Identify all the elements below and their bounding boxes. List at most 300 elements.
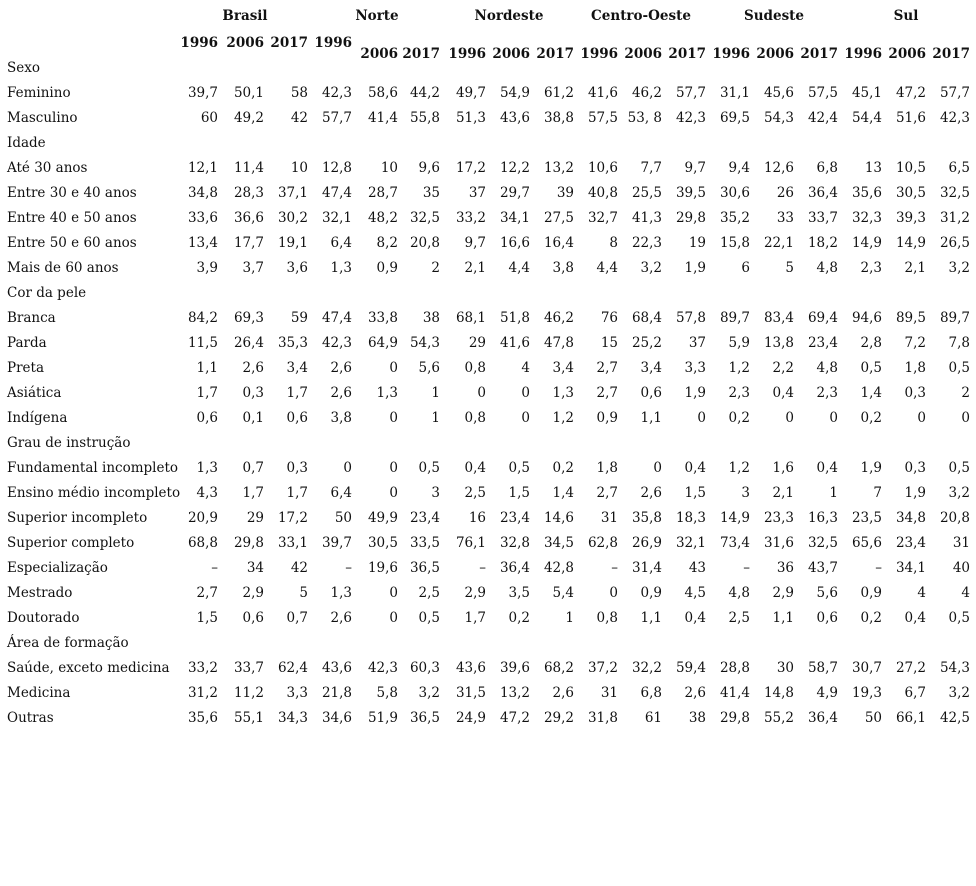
table-cell: 6,4 [330, 235, 352, 251]
table-cell: 1,9 [684, 260, 706, 276]
table-cell: 65,6 [851, 535, 882, 551]
table-cell: 7,7 [640, 160, 662, 176]
table-cell: 33 [776, 210, 794, 226]
table-cell: 3,3 [684, 360, 706, 376]
table-cell: 89,7 [719, 310, 750, 326]
table-cell: 1,6 [772, 460, 794, 476]
table-cell: 12,1 [187, 160, 218, 176]
table-cell: 4,8 [816, 260, 838, 276]
table-cell: 39,7 [321, 535, 352, 551]
table-cell: 29,8 [719, 710, 750, 726]
table-cell: 34,8 [895, 510, 926, 526]
table-cell: 5,4 [552, 585, 574, 601]
table-cell: 13,2 [499, 685, 530, 701]
table-cell: 2,7 [196, 585, 218, 601]
table-cell: 0,1 [242, 410, 264, 426]
table-cell: 29,8 [675, 210, 706, 226]
table-cell: 2,2 [772, 360, 794, 376]
year-header: 2017 [668, 46, 706, 62]
table-cell: 0,5 [508, 460, 530, 476]
table-cell: 0 [609, 585, 618, 601]
year-header: 2017 [932, 46, 970, 62]
year-header: 2006 [624, 46, 662, 62]
table-cell: 34,5 [543, 535, 574, 551]
table-cell: 26,9 [631, 535, 662, 551]
table-cell: 61 [644, 710, 662, 726]
table-cell: 32,2 [631, 660, 662, 676]
row-label: Especialização [7, 560, 108, 576]
table-cell: 24,9 [455, 710, 486, 726]
row-label: Mais de 60 anos [7, 260, 119, 276]
table-cell: 26 [776, 185, 794, 201]
year-header: 2017 [800, 46, 838, 62]
table-cell: 0,4 [684, 460, 706, 476]
table-cell: 1,3 [552, 385, 574, 401]
table-cell: 4,8 [728, 585, 750, 601]
table-cell: 4,9 [816, 685, 838, 701]
section-label: Grau de instrução [7, 435, 131, 451]
section-label: Sexo [7, 60, 40, 76]
table-cell: 33,1 [277, 535, 308, 551]
table-cell: 13,2 [543, 160, 574, 176]
table-cell: 32,5 [807, 535, 838, 551]
table-cell: 4,4 [508, 260, 530, 276]
table-cell: 1,3 [330, 260, 352, 276]
table-cell: 49,2 [233, 110, 264, 126]
table-cell: 5 [299, 585, 308, 601]
table-cell: 9,7 [684, 160, 706, 176]
table-cell: 1,7 [196, 385, 218, 401]
row-label: Saúde, exceto medicina [7, 660, 170, 676]
table-cell: 33,7 [807, 210, 838, 226]
table-cell: 23,4 [409, 510, 440, 526]
table-cell: 47,2 [895, 85, 926, 101]
table-cell: 68,4 [631, 310, 662, 326]
table-cell: 6,4 [330, 485, 352, 501]
table-cell: 0 [521, 410, 530, 426]
table-cell: 0,6 [242, 610, 264, 626]
table-cell: 76 [600, 310, 618, 326]
table-cell: 6,8 [816, 160, 838, 176]
table-cell: 0 [389, 610, 398, 626]
table-cell: 37 [688, 335, 706, 351]
table-cell: 42,3 [939, 110, 970, 126]
table-cell: 0 [829, 410, 838, 426]
table-cell: 4,8 [816, 360, 838, 376]
table-cell: 14,9 [851, 235, 882, 251]
row-label: Parda [7, 335, 47, 351]
table-cell: 32,5 [939, 185, 970, 201]
table-cell: 1,7 [242, 485, 264, 501]
row-label: Outras [7, 710, 54, 726]
table-cell: 42,5 [939, 710, 970, 726]
table-cell: 3 [741, 485, 750, 501]
table-cell: 0,4 [684, 610, 706, 626]
table-cell: 29,8 [233, 535, 264, 551]
table-cell: 32,1 [321, 210, 352, 226]
table-cell: 4,5 [684, 585, 706, 601]
table-cell: 66,1 [895, 710, 926, 726]
table-cell: 51,8 [499, 310, 530, 326]
table-cell: 0,6 [640, 385, 662, 401]
table-cell: 3,8 [552, 260, 574, 276]
table-cell: 35,6 [187, 710, 218, 726]
table-cell: 0 [389, 460, 398, 476]
table-cell: 1,5 [508, 485, 530, 501]
row-label: Ensino médio incompleto [7, 485, 181, 501]
table-cell: 48,2 [367, 210, 398, 226]
table-cell: 16,3 [807, 510, 838, 526]
row-label: Superior incompleto [7, 510, 148, 526]
table-cell: 1,2 [728, 360, 750, 376]
table-cell: 42 [290, 110, 308, 126]
table-cell: 0 [343, 460, 352, 476]
table-cell: 3,8 [330, 410, 352, 426]
table-cell: 43,6 [455, 660, 486, 676]
table-cell: 31 [952, 535, 970, 551]
table-cell: 35,3 [277, 335, 308, 351]
region-header-norte: Norte [355, 8, 399, 24]
table-cell: 38 [422, 310, 440, 326]
table-cell: 32,7 [587, 210, 618, 226]
table-cell: 0,9 [376, 260, 398, 276]
table-cell: 0,4 [904, 610, 926, 626]
table-cell: 1,4 [860, 385, 882, 401]
section-label: Área de formação [7, 635, 129, 651]
table-cell: 26,4 [233, 335, 264, 351]
region-header-sudeste: Sudeste [743, 8, 805, 24]
table-cell: 44,2 [409, 85, 440, 101]
table-cell: 3,4 [640, 360, 662, 376]
table-cell: 94,6 [851, 310, 882, 326]
table-cell: 42,3 [321, 85, 352, 101]
table-cell: 1 [565, 610, 574, 626]
table-cell: 54,9 [499, 85, 530, 101]
table-cell: 54,4 [851, 110, 882, 126]
table-cell: 14,8 [763, 685, 794, 701]
table-cell: 50 [864, 710, 882, 726]
table-cell: 23,4 [807, 335, 838, 351]
table-cell: 6 [741, 260, 750, 276]
table-cell: 1,2 [728, 460, 750, 476]
table-cell: 2,1 [464, 260, 486, 276]
table-cell: 31,5 [455, 685, 486, 701]
table-cell: 2,8 [860, 335, 882, 351]
table-cell: 14,6 [543, 510, 574, 526]
table-cell: 17,7 [233, 235, 264, 251]
table-cell: 55,8 [409, 110, 440, 126]
table-cell: 0 [521, 385, 530, 401]
row-label: Indígena [7, 410, 68, 426]
table-cell: 1,1 [772, 610, 794, 626]
row-label: Asiática [7, 385, 62, 401]
table-cell: 0,3 [286, 460, 308, 476]
table-cell: 69,5 [719, 110, 750, 126]
table-cell: 0,5 [860, 360, 882, 376]
table-cell: 2,5 [464, 485, 486, 501]
table-cell: 62,4 [277, 660, 308, 676]
table-cell: 12,2 [499, 160, 530, 176]
row-label: Medicina [7, 685, 71, 701]
table-cell: 34 [246, 560, 264, 576]
table-cell: 30,6 [719, 185, 750, 201]
table-cell: 5,9 [728, 335, 750, 351]
table-cell: 34,1 [895, 560, 926, 576]
table-cell: 59 [290, 310, 308, 326]
table-cell: 3 [431, 485, 440, 501]
row-label: Feminino [7, 85, 71, 101]
table-cell: 0,2 [860, 410, 882, 426]
table-cell: 36,5 [409, 560, 440, 576]
table-cell: 33,8 [367, 310, 398, 326]
row-label: Entre 40 e 50 anos [7, 210, 137, 226]
table-cell: 5,6 [418, 360, 440, 376]
table-cell: 0,4 [464, 460, 486, 476]
year-header: 1996 [844, 46, 882, 62]
table-cell: 25,5 [631, 185, 662, 201]
table-cell: 60,3 [409, 660, 440, 676]
table-cell: 19,3 [851, 685, 882, 701]
table-cell: 29,7 [499, 185, 530, 201]
table-cell: 1,3 [376, 385, 398, 401]
table-cell: 30,5 [367, 535, 398, 551]
table-cell: 0,6 [816, 610, 838, 626]
table-cell: 0,6 [286, 410, 308, 426]
table-cell: 11,4 [233, 160, 264, 176]
table-cell: 47,8 [543, 335, 574, 351]
table-cell: – [211, 560, 218, 576]
table-cell: 20,8 [939, 510, 970, 526]
table-cell: 3,4 [552, 360, 574, 376]
table-cell: 64,9 [367, 335, 398, 351]
table-cell: 32,5 [409, 210, 440, 226]
table-cell: 57,7 [939, 85, 970, 101]
table-cell: 50,1 [233, 85, 264, 101]
table-cell: 31,2 [939, 210, 970, 226]
table-cell: 9,7 [464, 235, 486, 251]
table-cell: 2,6 [330, 360, 352, 376]
table-cell: 1,2 [552, 410, 574, 426]
table-cell: 46,2 [543, 310, 574, 326]
table-cell: 27,2 [895, 660, 926, 676]
table-cell: 42,3 [367, 660, 398, 676]
table-cell: 2,3 [860, 260, 882, 276]
table-cell: 76,1 [455, 535, 486, 551]
table-cell: 32,1 [675, 535, 706, 551]
table-cell: 8 [609, 235, 618, 251]
table-cell: 0,9 [596, 410, 618, 426]
table-cell: 0 [389, 410, 398, 426]
table-cell: 0,5 [948, 610, 970, 626]
table-cell: 13 [864, 160, 882, 176]
table-cell: 3,5 [508, 585, 530, 601]
region-header-nordeste: Nordeste [474, 8, 544, 24]
row-label: Entre 30 e 40 anos [7, 185, 137, 201]
table-cell: 31,1 [719, 85, 750, 101]
table-cell: 0,5 [948, 460, 970, 476]
section-label: Cor da pele [7, 285, 87, 301]
table-cell: 31 [600, 685, 618, 701]
table-cell: 1,8 [904, 360, 926, 376]
table-cell: 33,2 [187, 660, 218, 676]
table-cell: 11,5 [187, 335, 218, 351]
year-header: 2006 [226, 35, 264, 51]
table-cell: 37,1 [277, 185, 308, 201]
table-cell: 73,4 [719, 535, 750, 551]
table-cell: 49,7 [455, 85, 486, 101]
table-cell: 1 [431, 410, 440, 426]
row-label: Doutorado [7, 610, 80, 626]
table-cell: 35,2 [719, 210, 750, 226]
table-cell: 31,8 [587, 710, 618, 726]
table-cell: 2,1 [772, 485, 794, 501]
table-cell: 2,6 [330, 385, 352, 401]
table-cell: 2 [961, 385, 970, 401]
table-cell: 0,8 [464, 360, 486, 376]
region-header-brasil: Brasil [222, 8, 268, 24]
table-cell: 30,5 [895, 185, 926, 201]
table-cell: 0 [785, 410, 794, 426]
table-cell: 54,3 [409, 335, 440, 351]
table-cell: 8,2 [376, 235, 398, 251]
table-cell: 1,7 [286, 485, 308, 501]
table-cell: 9,4 [728, 160, 750, 176]
table-cell: 33,6 [187, 210, 218, 226]
table-cell: 38 [688, 710, 706, 726]
table-cell: 31,6 [763, 535, 794, 551]
table-cell: 16,6 [499, 235, 530, 251]
table-cell: 68,1 [455, 310, 486, 326]
table-cell: 21,8 [321, 685, 352, 701]
table-cell: 1,7 [464, 610, 486, 626]
table-cell: 20,9 [187, 510, 218, 526]
table-cell: – [743, 560, 750, 576]
table-cell: 19,1 [277, 235, 308, 251]
table-cell: 1 [431, 385, 440, 401]
table-cell: 43 [688, 560, 706, 576]
table-cell: 33,7 [233, 660, 264, 676]
table-cell: 1,1 [196, 360, 218, 376]
table-cell: 57,7 [321, 110, 352, 126]
table-cell: 22,1 [763, 235, 794, 251]
table-cell: 51,6 [895, 110, 926, 126]
table-cell: 36,6 [233, 210, 264, 226]
table-cell: 0,9 [860, 585, 882, 601]
table-cell: – [875, 560, 882, 576]
table-cell: 1,9 [904, 485, 926, 501]
year-header: 1996 [180, 35, 218, 51]
table-cell: 3,2 [948, 485, 970, 501]
table-cell: 6,5 [948, 160, 970, 176]
table-cell: 3,2 [948, 685, 970, 701]
table-cell: 39,6 [499, 660, 530, 676]
table-cell: 38,8 [543, 110, 574, 126]
row-label: Preta [7, 360, 44, 376]
table-cell: 2,3 [728, 385, 750, 401]
table-cell: 3,2 [948, 260, 970, 276]
table-cell: 36,4 [499, 560, 530, 576]
table-cell: 10,6 [587, 160, 618, 176]
table-cell: 69,3 [233, 310, 264, 326]
table-cell: 0,2 [552, 460, 574, 476]
table-cell: 0,8 [596, 610, 618, 626]
table-cell: 41,6 [499, 335, 530, 351]
table-cell: 0 [477, 385, 486, 401]
table-cell: 5,6 [816, 585, 838, 601]
table-cell: 29 [246, 510, 264, 526]
table-cell: 9,6 [418, 160, 440, 176]
year-header: 2006 [888, 46, 926, 62]
table-cell: 1,1 [640, 410, 662, 426]
table-cell: 2,6 [684, 685, 706, 701]
table-cell: 36 [776, 560, 794, 576]
table-cell: 30 [776, 660, 794, 676]
row-label: Até 30 anos [7, 160, 88, 176]
table-cell: 2,7 [596, 360, 618, 376]
row-label: Mestrado [7, 585, 73, 601]
table-cell: 58,6 [367, 85, 398, 101]
table-cell: 61,2 [543, 85, 574, 101]
table-cell: 0,2 [728, 410, 750, 426]
row-label: Masculino [7, 110, 78, 126]
table-cell: 43,6 [499, 110, 530, 126]
table-cell: 15 [600, 335, 618, 351]
table-cell: 6,7 [904, 685, 926, 701]
table-cell: 42,3 [675, 110, 706, 126]
table-cell: 0 [653, 460, 662, 476]
table-cell: 0,5 [418, 610, 440, 626]
table-cell: 28,8 [719, 660, 750, 676]
table-cell: 0,2 [508, 610, 530, 626]
table-cell: 7,2 [904, 335, 926, 351]
table-cell: 23,4 [895, 535, 926, 551]
table-cell: 0,7 [286, 610, 308, 626]
table-cell: 1,7 [286, 385, 308, 401]
table-cell: 0,6 [196, 410, 218, 426]
table-cell: 0,4 [772, 385, 794, 401]
table-cell: 51,3 [455, 110, 486, 126]
year-header: 2017 [270, 35, 308, 51]
table-cell: 33,2 [455, 210, 486, 226]
table-cell: 60 [200, 110, 218, 126]
table-cell: 0 [697, 410, 706, 426]
table-cell: 10 [290, 160, 308, 176]
table-cell: 54,3 [763, 110, 794, 126]
table-cell: 39,3 [895, 210, 926, 226]
table-cell: 1,4 [552, 485, 574, 501]
section-label: Idade [7, 135, 46, 151]
table-cell: 39,5 [675, 185, 706, 201]
table-cell: 58 [290, 85, 308, 101]
table-cell: 1,8 [596, 460, 618, 476]
table-cell: 43,6 [321, 660, 352, 676]
table-cell: 37,2 [587, 660, 618, 676]
table-cell: 89,7 [939, 310, 970, 326]
table-cell: 25,2 [631, 335, 662, 351]
table-cell: 34,8 [187, 185, 218, 201]
table-cell: 4 [917, 585, 926, 601]
table-cell: 50 [334, 510, 352, 526]
table-cell: 57,7 [675, 85, 706, 101]
table-cell: 10,5 [895, 160, 926, 176]
table-cell: 59,4 [675, 660, 706, 676]
table-cell: 3,2 [418, 685, 440, 701]
table-cell: 3,2 [640, 260, 662, 276]
table-cell: 30,7 [851, 660, 882, 676]
table-cell: 7 [873, 485, 882, 501]
year-header: 2006 [360, 46, 398, 62]
table-cell: 22,3 [631, 235, 662, 251]
